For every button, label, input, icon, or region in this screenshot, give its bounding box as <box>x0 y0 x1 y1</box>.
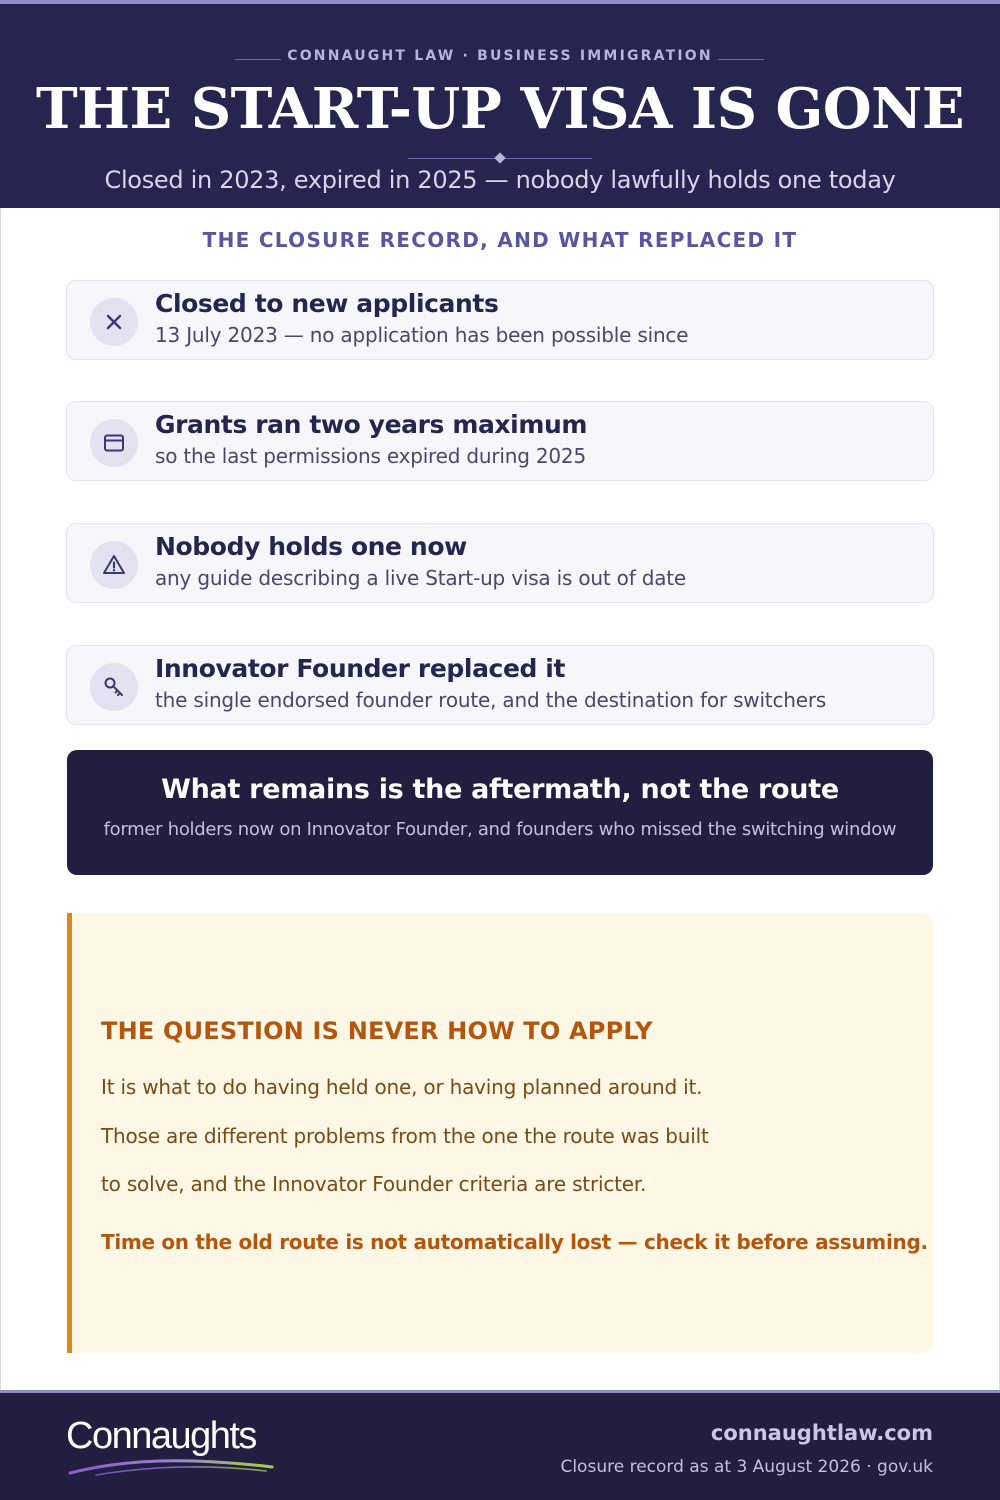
page-subtitle: Closed in 2023, expired in 2025 — nobody lawfully holds one today <box>104 166 896 194</box>
section-heading: THE CLOSURE RECORD, AND WHAT REPLACED IT <box>202 228 798 252</box>
callout-title: What remains is the aftermath, not the route <box>161 774 839 805</box>
footer-website-link[interactable]: connaughtlaw.com <box>710 1421 933 1445</box>
card-replaced <box>66 645 934 725</box>
diamond-icon <box>494 152 505 163</box>
warning-icon <box>90 541 138 589</box>
header-banner <box>0 0 1000 208</box>
kicker-row <box>0 48 1000 72</box>
callout-description: former holders now on Innovator Founder, and founders who missed the switching window <box>103 819 897 840</box>
aftermath-callout <box>67 750 933 875</box>
connaughts-logo[interactable] <box>66 1415 286 1475</box>
logo-swoosh-icon <box>66 1455 276 1479</box>
footer <box>0 1390 1000 1500</box>
note-heading: THE QUESTION IS NEVER HOW TO APPLY <box>101 1017 653 1045</box>
card-title: Nobody holds one now <box>155 532 467 561</box>
card-description: so the last permissions expired during 2025 <box>155 444 586 468</box>
close-icon <box>90 298 138 346</box>
note-emphasis: Time on the old route is not automatically lost — check it before assuming. <box>101 1230 928 1254</box>
card-description: the single endorsed founder route, and the destination for switchers <box>155 688 827 712</box>
card-description: any guide describing a live Start-up visa is out of date <box>155 566 687 590</box>
title-divider <box>0 152 1000 166</box>
note-line: to solve, and the Innovator Founder criteria are stricter. <box>101 1172 647 1196</box>
card-title: Grants ran two years maximum <box>155 410 588 439</box>
note-line: Those are different problems from the one the route was built <box>101 1124 709 1148</box>
card-title: Closed to new applicants <box>155 289 499 318</box>
note-line: It is what to do having held one, or having planned around it. <box>101 1075 703 1099</box>
card-description: 13 July 2023 — no application has been possible since <box>155 323 689 347</box>
kicker-rule-right <box>718 59 764 60</box>
logo-wordmark: Connaughts <box>66 1415 256 1457</box>
key-icon <box>90 663 138 711</box>
footer-source-note: Closure record as at 3 August 2026 · gov.uk <box>560 1457 933 1477</box>
kicker-text: CONNAUGHT LAW · BUSINESS IMMIGRATION <box>287 48 713 64</box>
page-title: THE START-UP VISA IS GONE <box>35 76 965 142</box>
question-note <box>67 913 933 1353</box>
card-closed <box>66 280 934 360</box>
card-nobody <box>66 523 934 603</box>
calendar-icon <box>90 419 138 467</box>
card-title: Innovator Founder replaced it <box>155 654 566 683</box>
card-grants <box>66 401 934 481</box>
